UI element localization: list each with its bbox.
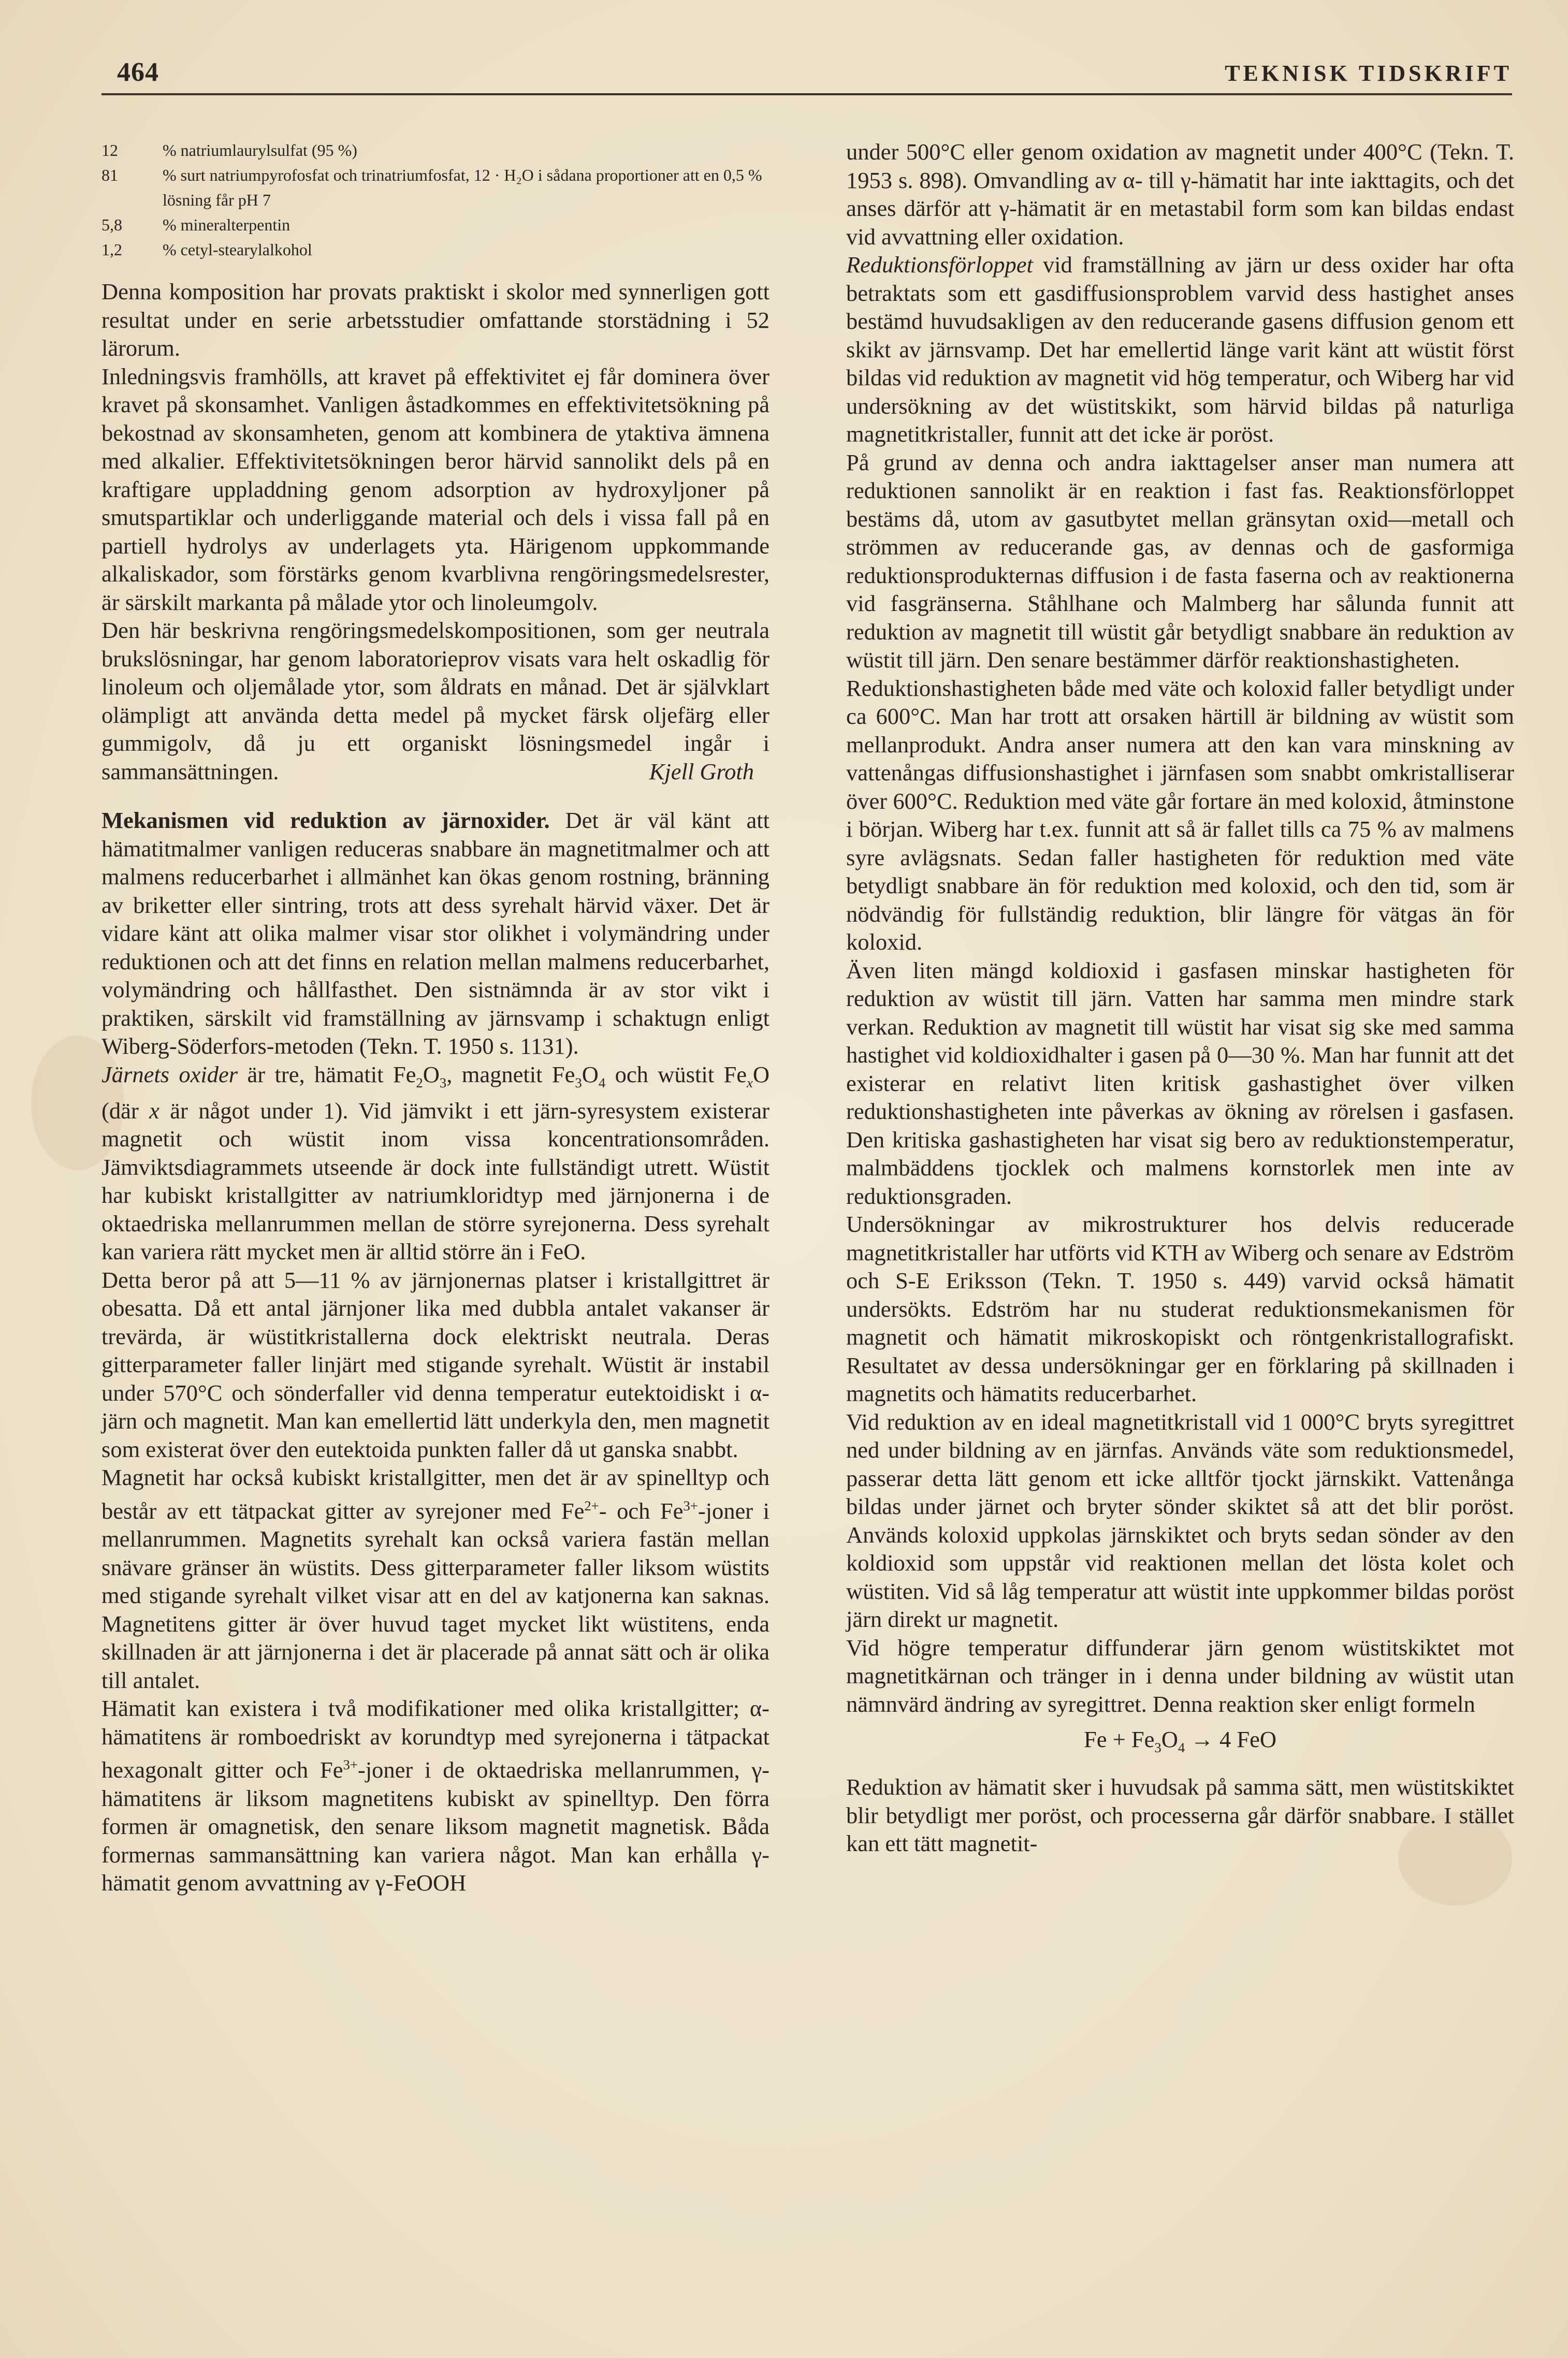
text-run: - och Fe xyxy=(599,1497,684,1524)
ingredient-amount: 81 xyxy=(101,166,118,184)
paragraph xyxy=(101,1463,770,1694)
paragraph: Inledningsvis framhölls, att kravet på effektivitet ej får dominera över kravet på skonsamhet. Vanligen åstadkommes en effektivitetsökning på bekostnad av skonsamheten, genom att kombinera de ytaktiva ämnena med alkalier. Effektivitetsökningen beror härvid sannolikt dels på en kraftigare uppladdning genom adsorption av hydroxyljoner på smutspartiklar och underliggande material och dels i vissa fall på en partiell hydrolys av underlagets yta. Härigenom uppkommande alkaliskador, som förstärks genom kvarblivna rengöringsmedelsrester, är särskilt markanta på målade ytor och linoleumgolv. xyxy=(101,363,770,615)
page-header xyxy=(101,52,1512,95)
paragraph: Detta beror på att 5—11 % av järnjonernas platser i kristallgittret är obesatta. Då ett antal järnjoner lika med dubbla antalet vakanser är trevärda, är wüstitkristallerna dock elektriskt neutrala. Deras gitterparameter faller linjärt med stigande syrehalt. Wüstit är instabil under 570°C och sönderfaller vid denna temperatur eutektoidiskt i α-järn och magnetit. Man kan emellertid lätt underkyla den, men magnetit som existerat över den eutektoida punkten faller då ut ganska snabbt. xyxy=(101,1267,770,1462)
chemical-formula: $Fe + Fe_3O_4 \to 4$ FeO xyxy=(1084,1726,1276,1755)
paragraph: Reduktion av hämatit sker i huvudsak på samma sätt, men wüstitskiktet blir betydligt mer poröst, och processerna går därför snabbare. I stället kan ett tätt magnetit- xyxy=(846,1774,1514,1857)
subscript: 3 xyxy=(439,1074,447,1090)
journal-title: TEKNISK TIDSKRIFT xyxy=(1225,61,1512,86)
subscript: 3 xyxy=(1154,1739,1162,1755)
subscript: x xyxy=(747,1074,753,1090)
run-in-heading: Reduktionsförloppet xyxy=(846,252,1033,278)
ingredient-item xyxy=(101,237,770,262)
ingredient-amount: 1,2 xyxy=(101,240,122,259)
text-run: är tre, hämatit Fe xyxy=(247,1061,416,1087)
superscript: 2+ xyxy=(584,1497,599,1513)
text-run: är något under 1). Vid jämvikt i ett järn-syresystem existerar magnetit och wüstit inom vissa koncentrationsområden. Jämviktsdiagrammets utseende är dock inte fullständigt utrett. Wüstit har kubiskt kristallgitter av natriumkloridtyp med järnjonerna i de oktaedriska mellanrummen mellan de större syrejonerna. Dess syrehalt kan variera rätt mycket men är alltid större än i FeO. xyxy=(101,1097,770,1265)
author-signature: Kjell Groth xyxy=(649,758,754,784)
paragraph: Även liten mängd koldioxid i gasfasen minskar hastigheten för reduktion av wüstit till järn. Vatten har samma men mindre stark verkan. Reduktion av magnetit till wüstit har visat sig ske med samma hastighet vid koldioxidhalter i gasen på 0—30 %. Man har funnit att det existerar en relativt liten kritisk gashastighet över vilken reduktionshastigheten inte påverkas av ökning av rörelsen i gasfasen. Den kritiska gashastigheten har visat sig bero av reduktionstemperatur, malmbäddens tjocklek och malmens kornstorlek men inte av reduktionsgraden. xyxy=(846,957,1514,1209)
ingredient-text: % cetyl-stearylalkohol xyxy=(163,240,312,259)
paragraph: Denna komposition har provats praktiskt i skolor med synnerligen gott resultat under en serie arbetsstudier omfattande storstädning i 52 lärorum. xyxy=(101,279,770,361)
ingredient-text: % mineralterpentin xyxy=(163,215,291,234)
text-run: -joner i mellanrummen. Magnetits syrehalt kan också variera fastän mellan snävare gränser än wüstits. Dess gitterparameter faller liksom wüstits med stigande syrehalt vilket visar att en del av katjonerna kan saknas. Magnetitens gitter är över huvud taget mycket likt wüstitens, enda skillnaden är att järnjonerna i det är placerade på annat sätt och är olika till antalet. xyxy=(101,1497,770,1693)
section-paragraph xyxy=(101,806,770,1060)
paragraph xyxy=(846,251,1514,448)
paragraph: Den här beskrivna rengöringsmedelskompositionen, som ger neutrala brukslösningar, har genom laboratorieprov visats vara helt oskadlig för linoleum och oljemålade ytor, som åldrats en månad. Det är självklart olämpligt att använda detta medel på mycket färsk oljefärg eller gummigolv, då ju ett organiskt lösningsmedel ingår i sammansättningen. xyxy=(101,617,770,784)
subscript: 2 xyxy=(416,1074,423,1090)
left-column xyxy=(101,138,770,1897)
paragraph: På grund av denna och andra iakttagelser anser man numera att reduktionen sannolikt är en reaktion i fast fas. Reaktionsförloppet bestäms då, utom av gasutbytet mellan gränsytan oxid—metall och strömmen av reducerande gas, av dennas och de gasformiga reduktionsprodukternas diffusion i de fasta faserna och av reaktionerna vid fasgränserna. Ståhlhane och Malmberg har sålunda funnit att reduktion av magnetit till wüstit går betydligt snabbare än reduktion av wüstit till järn. Den senare bestämmer därför reaktionshastigheten. xyxy=(846,449,1514,673)
paragraph xyxy=(101,1694,770,1897)
ingredient-amount: 12 xyxy=(101,141,118,159)
text-run: vid framställning av järn ur dess oxider har ofta betraktats som ett gasdiffusionsproblem varvid dess hastighet anses bestämd huvudsakligen av den reducerande gasens diffusion genom ett skikt av järnsvamp. Det har emellertid länge varit känt att wüstit först bildas vid reduktion av magnetit vid hög temperatur, och Wiberg har vid undersökning av det wüstitskikt, som härvid bildas på naturliga magnetitkristaller, funnit att det icke är poröst. xyxy=(846,252,1515,447)
subscript: 4 xyxy=(598,1074,606,1090)
ingredient-item xyxy=(101,138,770,163)
superscript: 3+ xyxy=(683,1497,698,1513)
variable: x xyxy=(149,1097,159,1124)
right-column xyxy=(846,138,1514,1858)
ingredient-text: % natriumlaurylsulfat (95 %) xyxy=(163,141,357,159)
superscript: 3+ xyxy=(343,1757,358,1773)
section-heading: Mekanismen vid reduktion av järnoxider. xyxy=(101,807,550,833)
paragraph: under 500°C eller genom oxidation av magnetit under 400°C (Tekn. T. 1953 s. 898). Omvandling av α- till γ-hämatit har inte iakttagits, och det anses därför att γ-hämatit är en metastabil form som kan bildas endast vid avvattning eller oxidation. xyxy=(846,139,1514,250)
paragraph: Vid högre temperatur diffunderar järn genom wüstitskiktet mot magnetitkärnan och tränger in i denna under bildning av wüstit utan nämnvärd ändring av syregittret. Denna reaktion sker enligt formeln xyxy=(846,1634,1514,1717)
formula-text: → 4 FeO xyxy=(1190,1726,1276,1752)
text-run: Magnetit har också kubiskt kristallgitter, men det är av spinelltyp och består av ett tätpackat gitter av syrejoner med Fe xyxy=(101,1464,770,1524)
text-run: , magnetit Fe xyxy=(446,1061,575,1087)
run-in-heading: Järnets oxider xyxy=(101,1061,238,1087)
paragraph: Reduktionshastigheten både med väte och koloxid faller betydligt under ca 600°C. Man har trott att orsaken härtill är bildning av wüstit som mellanprodukt. Andra anser numera att den kan vara minskning av vattenångas diffusionshastighet i järnfasen som snabbt omkristalliserar över 600°C. Reduktion med väte går fortare än med koloxid, åtminstone i början. Wiberg har t.ex. funnit att så är fallet tills ca 75 % av malmens syre avlägsnats. Sedan faller hastigheten för reduktion med väte betydligt snabbare än för reduktion med koloxid, och den tid, som är nödvändig för fullständig reduktion, blir längre för vätgas än för koloxid. xyxy=(846,675,1514,955)
ingredient-item xyxy=(101,212,770,237)
text-run: och wüstit Fe xyxy=(615,1061,747,1087)
text-run: Hämatit kan existera i två modifikationer med olika kristallgitter; α-hämatitens är romboedriskt av korundtyp med syrejonerna i tätpackat hexagonalt gitter och Fe xyxy=(101,1695,770,1783)
subscript: 4 xyxy=(1178,1739,1185,1755)
text-run: O (där xyxy=(101,1061,770,1124)
text-run: -joner i de oktaedriska mellanrummen, γ-hämatitens är liksom magnetitens kubiskt av spinelltyp. Den förra formen är omagnetisk, den senare liksom magnetit magnetisk. Båda formernas sammansättning kan variera något. Man kan erhålla γ-hämatit genom avvattning av γ-FeOOH xyxy=(101,1757,770,1896)
paragraph-text: Det är väl känt att hämatitmalmer vanligen reduceras snabbare än magnetitmalmer och att malmens reducerbarhet i allmänhet kan ökas genom rostning, bränning av briketter eller sintring, trots att dess syrehalt härvid växer. Det är vidare känt att olika malmer visar stor olikhet i volymändring under reduktionen och att det finns en relation mellan malmens reducerbarhet, volymändring och hållfasthet. Den sistnämnda är av stor vikt i praktiken, särskilt vid framställning av järnsvamp i schaktugn enligt Wiberg-Söderfors-metoden (Tekn. T. 1950 s. 1131). xyxy=(101,807,770,1059)
ingredient-item xyxy=(101,163,770,212)
paragraph: Vid reduktion av en ideal magnetitkristall vid 1 000°C bryts syregittret ned under bildning av en järnfas. Används väte som reduktionsmedel, passerar detta lätt genom ett icke alltför tjockt järnskikt. Vattenånga bildas under järnet och bryter sönder skiktet så att det blir poröst. Används koloxid uppkolas järnskiktet och bryts sedan sönder av den koldioxid som uppstår vid reaktionen mellan det lösta kolet och wüstiten. Vid så låg temperatur att wüstit inte uppkommer bildas poröst järn direkt ur magnetit. xyxy=(846,1408,1514,1632)
paragraph: Undersökningar av mikrostrukturer hos delvis reducerade magnetitkristaller har utförts vid KTH av Wiberg och senare av Edström och S-E Eriksson (Tekn. T. 1950 s. 449) varvid också hämatit undersökts. Edström har nu studerat reduktionsmekanismen för magnetit och hämatit mikroskopiskt och röntgenkristallografiskt. Resultatet av dessa undersökningar ger en förklaring på skillnaden i magnetits och hämatits reducerbarhet. xyxy=(846,1211,1514,1406)
ingredient-text: % surt natriumpyrofosfat och trinatriumfosfat, 12 · H₂O i sådana proportioner att en 0,5 % lösning får pH 7 xyxy=(163,166,762,209)
formula-text: Fe + Fe xyxy=(1084,1726,1155,1752)
subscript: 3 xyxy=(575,1074,582,1090)
page-number: 464 xyxy=(117,57,159,87)
ingredient-list xyxy=(101,138,770,262)
ingredient-amount: 5,8 xyxy=(101,215,122,234)
paragraph: Järnets oxider är tre, hämatit $Fe_2O_3$, magnetit $Fe_3O_4$ och wüstit $Fe_xO$ (där x är något under 1). Vid jämvikt i ett järn-syresystem existerar magnetit och wüstit inom vissa koncentrationsområden. Jämviktsdiagrammets utseende är dock inte fullständigt utrett. Wüstit har kubiskt kristallgitter av natriumkloridtyp med järnjonerna i de oktaedriska mellanrummen mellan de större syrejonerna. Dess syrehalt kan variera rätt mycket men är alltid större än i FeO. xyxy=(101,1061,770,1265)
